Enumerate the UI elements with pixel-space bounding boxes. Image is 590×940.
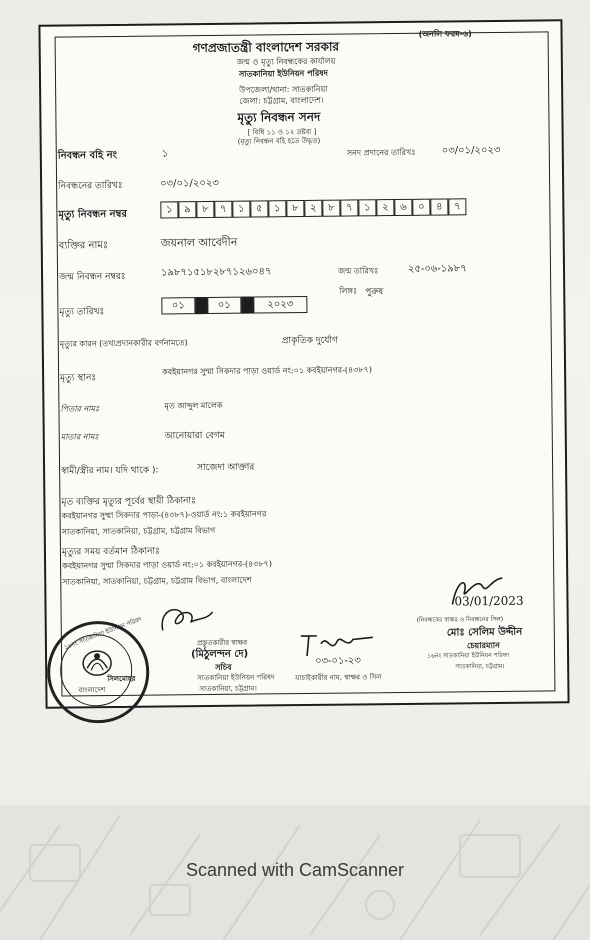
- reg-no-boxes: [160, 198, 466, 218]
- father-value: মৃত আব্দুল মালেক: [164, 400, 223, 411]
- book-no-value: ১: [161, 148, 169, 160]
- form-number: (অনলি ফরম-৬): [418, 29, 472, 39]
- reg-no-digit-box: ৯: [178, 201, 196, 218]
- gender-label: লিঙ্গঃ: [339, 286, 358, 296]
- death-day-box: ০১: [161, 297, 195, 314]
- reg-date-label: নিবন্ধনের তারিখঃ: [58, 180, 123, 192]
- cur-addr-line1: কবইয়ানগর সুম্মা সিকদার পাড়া ওয়ার্ড নং:০১ কবইয়ানগর-(৪৩৮৭): [62, 559, 272, 571]
- reg-no-digit-box: ১: [232, 201, 250, 218]
- mother-label: মাতার নামঃ: [60, 432, 99, 442]
- gender-value: পুরুষ: [365, 287, 384, 298]
- reg-no-digit-box: ৭: [340, 199, 358, 216]
- perm-addr-label: মৃত ব্যক্তির মৃত্যুর পূর্বের স্থায়ী ঠিকানাঃ: [61, 496, 196, 508]
- secretary-name: (মিঠুলন্দন দে): [190, 648, 249, 661]
- reg-no-digit-box: ১: [268, 200, 286, 217]
- cur-addr-label: মৃত্যুর সময় বর্তমান ঠিকানাঃ: [61, 546, 160, 558]
- cause-label: মৃত্যুর কারন (তথ্যপ্রদানকারীর বর্ণনামতে): [59, 338, 188, 349]
- birth-reg-label: জন্ম নিবন্ধন নম্বরঃ: [59, 271, 126, 283]
- name-value: জয়নাল আবেদীন: [160, 235, 238, 250]
- rule-reference: [ বিধি ১১ ও ১২ দ্রষ্টব্য ]: [247, 127, 317, 137]
- death-date-separator: [241, 297, 253, 314]
- upazila-line: উপজেলা/থানা: সাতকানিয়া: [239, 84, 328, 95]
- secretary-caption: প্রস্তুতকারীর স্বাক্ষর: [196, 638, 248, 648]
- father-label: পিতার নামঃ: [60, 404, 100, 414]
- reg-no-digit-box: ৮: [286, 200, 304, 217]
- reg-no-digit-box: ১: [358, 199, 376, 216]
- reg-no-label: মৃত্যু নিবন্ধন নম্বর: [58, 208, 128, 221]
- registrar-caption: (নিবন্ধকের স্বাক্ষর ও নিবন্ধনের সিল): [416, 615, 504, 624]
- death-month-box: ০১: [207, 297, 241, 314]
- spouse-label: স্বামী/স্ত্রীর নাম। যদি থাকে ):: [61, 465, 159, 477]
- death-year-box: ২০২৩: [253, 296, 307, 314]
- secretary-title: সচিব: [215, 662, 232, 672]
- book-no-label: নিবন্ধন বহি নং: [57, 149, 118, 162]
- seal-label: সিলমোহর: [107, 674, 136, 684]
- registrar-place: সাতকানিয়া, চট্টগ্রাম।: [455, 662, 505, 671]
- place-label: মৃত্যু স্থানঃ: [60, 373, 97, 384]
- perm-addr-line2: সাতকানিয়া, সাতকানিয়া, চট্টগ্রাম, চট্টগ্রাম বিভাগ: [61, 525, 216, 537]
- reg-no-digit-box: ৮: [196, 201, 214, 218]
- verifier-date: ০৩-০১-২৩: [315, 655, 361, 667]
- reg-no-digit-box: ২: [304, 200, 322, 217]
- secretary-signature: [156, 600, 216, 641]
- office-name: জন্ম ও মৃত্যু নিবন্ধকের কার্যালয়: [236, 56, 336, 67]
- reg-no-digit-box: ০: [412, 199, 430, 216]
- reg-no-digit-box: ১: [160, 201, 178, 218]
- death-date-boxes: [161, 296, 307, 315]
- name-label: ব্যক্তির নামঃ: [58, 240, 109, 252]
- reg-no-digit-box: ৭: [214, 201, 232, 218]
- spouse-value: সাজেদা আক্তার: [197, 462, 255, 474]
- dob-label: জন্ম তারিখঃ: [337, 266, 379, 276]
- issuer-caption: যাচাইকারীর নাম, স্বাক্ষর ও সিল: [295, 673, 382, 683]
- certificate-title: মৃত্যু নিবন্ধন সনদ: [237, 109, 321, 125]
- reg-no-digit-box: ৬: [394, 199, 412, 216]
- perm-addr-line1: কবইয়ানগর সুম্মা সিকদার পাড়া-(৪৩৮৭)-ওয়ার্ড নং:১ কবইয়ানগর: [61, 509, 267, 521]
- cur-addr-line2: সাতকানিয়া, সাতকানিয়া, চট্টগ্রাম, চট্টগ্রাম বিভাগ, বাংলাদেশ: [62, 575, 252, 587]
- cause-value: প্রাকৃতিক দুর্যোগ: [281, 335, 338, 347]
- district-line: জেলা: চট্টগ্রাম, বাংলাদেশ।: [239, 95, 324, 106]
- camscanner-caption: Scanned with CamScanner: [185, 860, 405, 880]
- place-value: কবইয়ানগর সুম্মা সিকদার পাড়া ওয়ার্ড নং:০১ কবইয়ানগর-(৪৩৮৭): [162, 365, 372, 377]
- union-name: সাতকানিয়া ইউনিয়ন পরিষদ: [238, 68, 328, 79]
- registrar-name: মোঃ সেলিম উদ্দীন: [446, 626, 523, 639]
- secretary-place: সাতকানিয়া, চট্টগ্রাম।: [199, 684, 257, 694]
- death-date-label: মৃত্যু তারিখঃ: [59, 307, 105, 318]
- secretary-office: সাতকানিয়া ইউনিয়ন পরিষদ: [197, 673, 275, 683]
- registrar-sign-date: 03/01/2023: [454, 593, 524, 609]
- reg-no-digit-box: ৫: [250, 200, 268, 217]
- government-title: গণপ্রজাতন্ত্রী বাংলাদেশ সরকার: [192, 39, 340, 56]
- reg-no-digit-box: ৪: [430, 198, 448, 215]
- seal-text-country: বাংলাদেশ: [78, 686, 106, 695]
- death-certificate: [38, 19, 569, 708]
- book-reference: (মৃত্যু নিবন্ধন বহি হতে উদ্ধৃত): [237, 136, 321, 146]
- mother-value: আনোয়ারা বেগম: [164, 430, 225, 442]
- issue-date-value: ০৩/০১/২০২৩: [441, 144, 501, 157]
- reg-no-digit-box: ২: [376, 199, 394, 216]
- registrar-title: চেয়ারম্যান: [466, 640, 500, 651]
- reg-no-digit-box: ৭: [448, 198, 466, 215]
- dob-value: ২৫-০৬-১৯৮৭: [407, 263, 467, 275]
- birth-reg-value: ১৯৮৭১৫১৮২৮৭১২৬০৪৭: [160, 266, 272, 279]
- reg-date-value: ০৩/০১/২০২৩: [160, 177, 219, 190]
- reg-no-digit-box: ৮: [322, 200, 340, 217]
- registrar-office: ১৬নং সাতকানিয়া ইউনিয়ন পরিষদ: [427, 651, 510, 660]
- seal-text-top: ১৬নং সাতকানিয়া ইউনিয়ন পরিষদ: [63, 615, 143, 652]
- death-date-separator: [195, 297, 207, 314]
- issue-date-label: সনদ প্রদানের তারিখঃ: [346, 147, 416, 158]
